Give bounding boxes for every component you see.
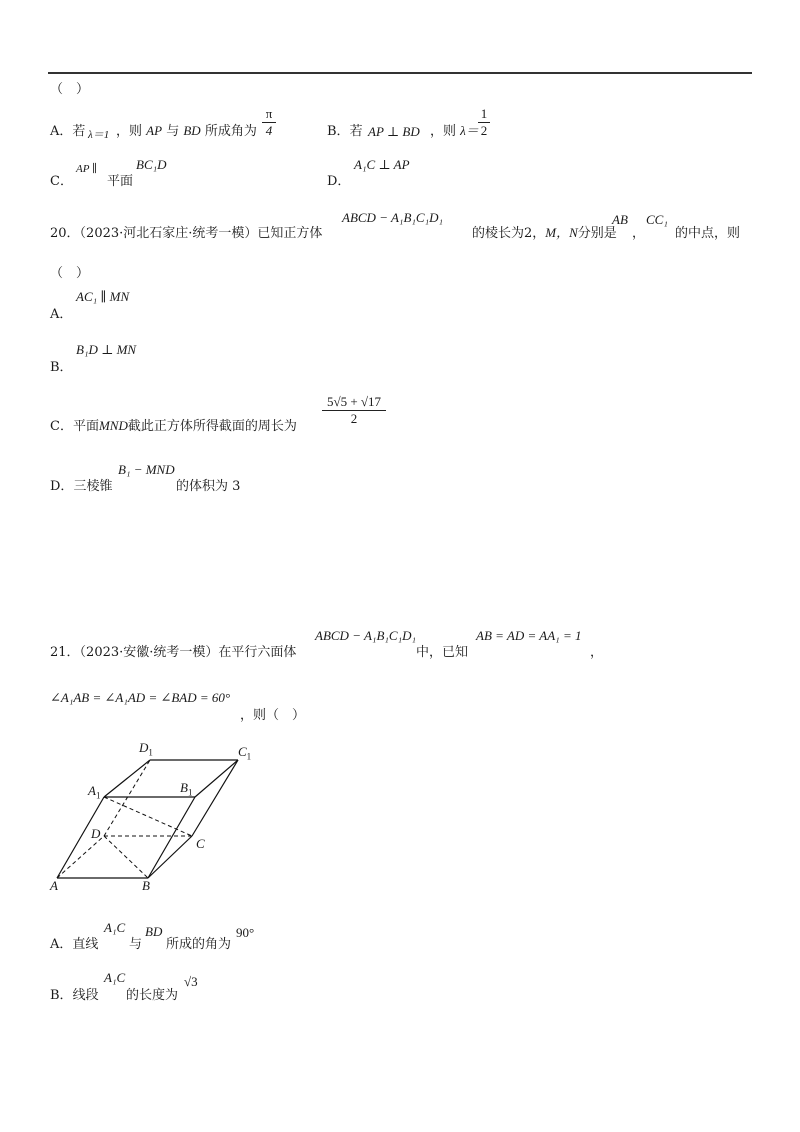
fraction-denominator: 2 xyxy=(322,410,386,427)
q21-option-a-text2: 所成的角为 xyxy=(166,937,232,952)
q21-option-a-val: 90° xyxy=(236,925,255,940)
question-number: 20． xyxy=(50,226,80,241)
edge-bc xyxy=(148,836,192,878)
stem-text: 在平行六面体 xyxy=(218,645,297,660)
fraction-denominator: 2 xyxy=(478,122,490,139)
q20-option-a-expr: AC₁ ∥ MN xyxy=(76,289,130,304)
option-text: 平面 xyxy=(72,419,99,434)
question-source: （2023·安徽·统考一模） xyxy=(79,645,219,660)
option-label: A． xyxy=(50,937,73,952)
prev-option-c-label: C． xyxy=(50,174,73,189)
option-label: C． xyxy=(50,419,73,434)
q20-paren: （ ） xyxy=(50,266,90,281)
vertex-label-d1: $D_1$ xyxy=(139,740,153,758)
stem-text: 的棱长为2， xyxy=(472,226,546,241)
q21-option-a xyxy=(50,933,98,952)
vertex-label-b: B xyxy=(142,878,150,893)
edge-a1d1 xyxy=(104,760,150,797)
prev-question-paren: （ ） xyxy=(50,82,90,97)
plane-name: MND xyxy=(98,418,128,433)
q21-solid: ABCD − A₁B₁C₁D₁ xyxy=(315,628,416,643)
edge-b1c1 xyxy=(195,760,238,797)
line-ap: AP xyxy=(146,123,163,138)
edge-bb1 xyxy=(148,797,195,878)
option-text: 三棱锥 xyxy=(73,479,113,494)
edge-dd1-hidden xyxy=(104,760,150,836)
diagonal-a1c xyxy=(104,797,192,836)
option-text: 与 xyxy=(166,124,180,139)
q21-option-a-l1: A₁C xyxy=(104,920,126,935)
fraction-numerator: 5√5 + √17 xyxy=(326,394,382,409)
vertex-label-a: A xyxy=(50,878,58,893)
fraction-numerator: π xyxy=(265,106,273,121)
q20-seg1: AB xyxy=(612,212,628,227)
question-number: 21． xyxy=(50,645,80,660)
question-source: （2023·河北石家庄·统考一模） xyxy=(79,226,258,241)
prev-option-d-label: D． xyxy=(327,174,351,189)
option-label: B． xyxy=(50,988,73,1003)
prev-option-c-right: BC₁D xyxy=(136,157,167,172)
q21-angles: ∠A₁AB = ∠A₁AD = ∠BAD = 60° xyxy=(50,690,231,705)
vertex-label-c: C xyxy=(196,836,205,851)
prev-option-d-expr: A₁C ⊥ AP xyxy=(354,157,410,172)
q21-option-a-conj: 与 xyxy=(129,937,143,952)
stem-text: 分别是 xyxy=(577,226,617,241)
prev-option-b-cond: AP ⊥ BD xyxy=(368,124,420,139)
q21-stem-2: 中，已知 xyxy=(416,645,469,660)
prev-option-c-left: AP ∥ xyxy=(76,163,98,175)
vertex-label-c1: $C_1$ xyxy=(238,744,252,762)
prev-option-c-mid: 平面 xyxy=(107,174,134,189)
line-bd: BD xyxy=(183,123,201,138)
option-text: 若 xyxy=(72,124,86,139)
vertex-label-a1: $A_1$ xyxy=(88,783,101,801)
fraction-denominator: 4 xyxy=(262,122,276,139)
q21-option-b-val: √3 xyxy=(184,974,198,989)
option-text: 若 xyxy=(349,124,363,139)
q20-solid: ABCD − A₁B₁C₁D₁ xyxy=(342,210,443,225)
lambda-expr: λ＝ xyxy=(460,123,479,138)
q21-given: AB = AD = AA₁ = 1 xyxy=(476,628,582,643)
q21-given-end: ， xyxy=(590,645,604,660)
fraction-numerator: 1 xyxy=(480,106,488,121)
q20-option-d-text2: 的体积为 3 xyxy=(176,479,241,494)
q21-stem-3: ，则（ ） xyxy=(240,708,306,723)
point-names: M，N xyxy=(545,225,578,240)
option-text: 直线 xyxy=(72,937,99,952)
option-label: A． xyxy=(50,124,73,139)
stem-text: 已知正方体 xyxy=(257,226,323,241)
q21-option-a-l2: BD xyxy=(145,924,163,939)
option-text: 所成角为 xyxy=(204,124,257,139)
option-text: 截此正方体所得截面的周长为 xyxy=(127,419,297,434)
vertex-label-b1: $B_1$ xyxy=(180,780,193,798)
q20-option-d-pyramid: B₁ − MND xyxy=(118,462,175,477)
q21-option-b-seg: A₁C xyxy=(104,970,126,985)
edge-ad-hidden xyxy=(57,836,104,878)
q20-stem-5: 的中点，则 xyxy=(675,226,741,241)
vertex-label-d: D xyxy=(91,826,101,841)
q21-option-b-text2: 的长度为 xyxy=(126,988,179,1003)
option-label: D． xyxy=(50,479,74,494)
q21-option-b xyxy=(50,984,99,1003)
q20-option-b-expr: B₁D ⊥ MN xyxy=(76,342,137,357)
edge-cc1 xyxy=(192,760,238,836)
q20-comma: ， xyxy=(632,226,646,241)
q20-option-b-label: B． xyxy=(50,360,73,375)
prev-option-a-cond: λ＝1 xyxy=(88,129,110,141)
option-text: 线段 xyxy=(72,988,99,1003)
option-label: B． xyxy=(327,124,350,139)
option-text: ，则 xyxy=(430,124,457,139)
q20-option-a-label: A． xyxy=(50,307,73,322)
q20-seg2: CC₁ xyxy=(646,212,668,227)
option-text: ，则 xyxy=(116,124,143,139)
diagonal-bd xyxy=(104,836,148,878)
